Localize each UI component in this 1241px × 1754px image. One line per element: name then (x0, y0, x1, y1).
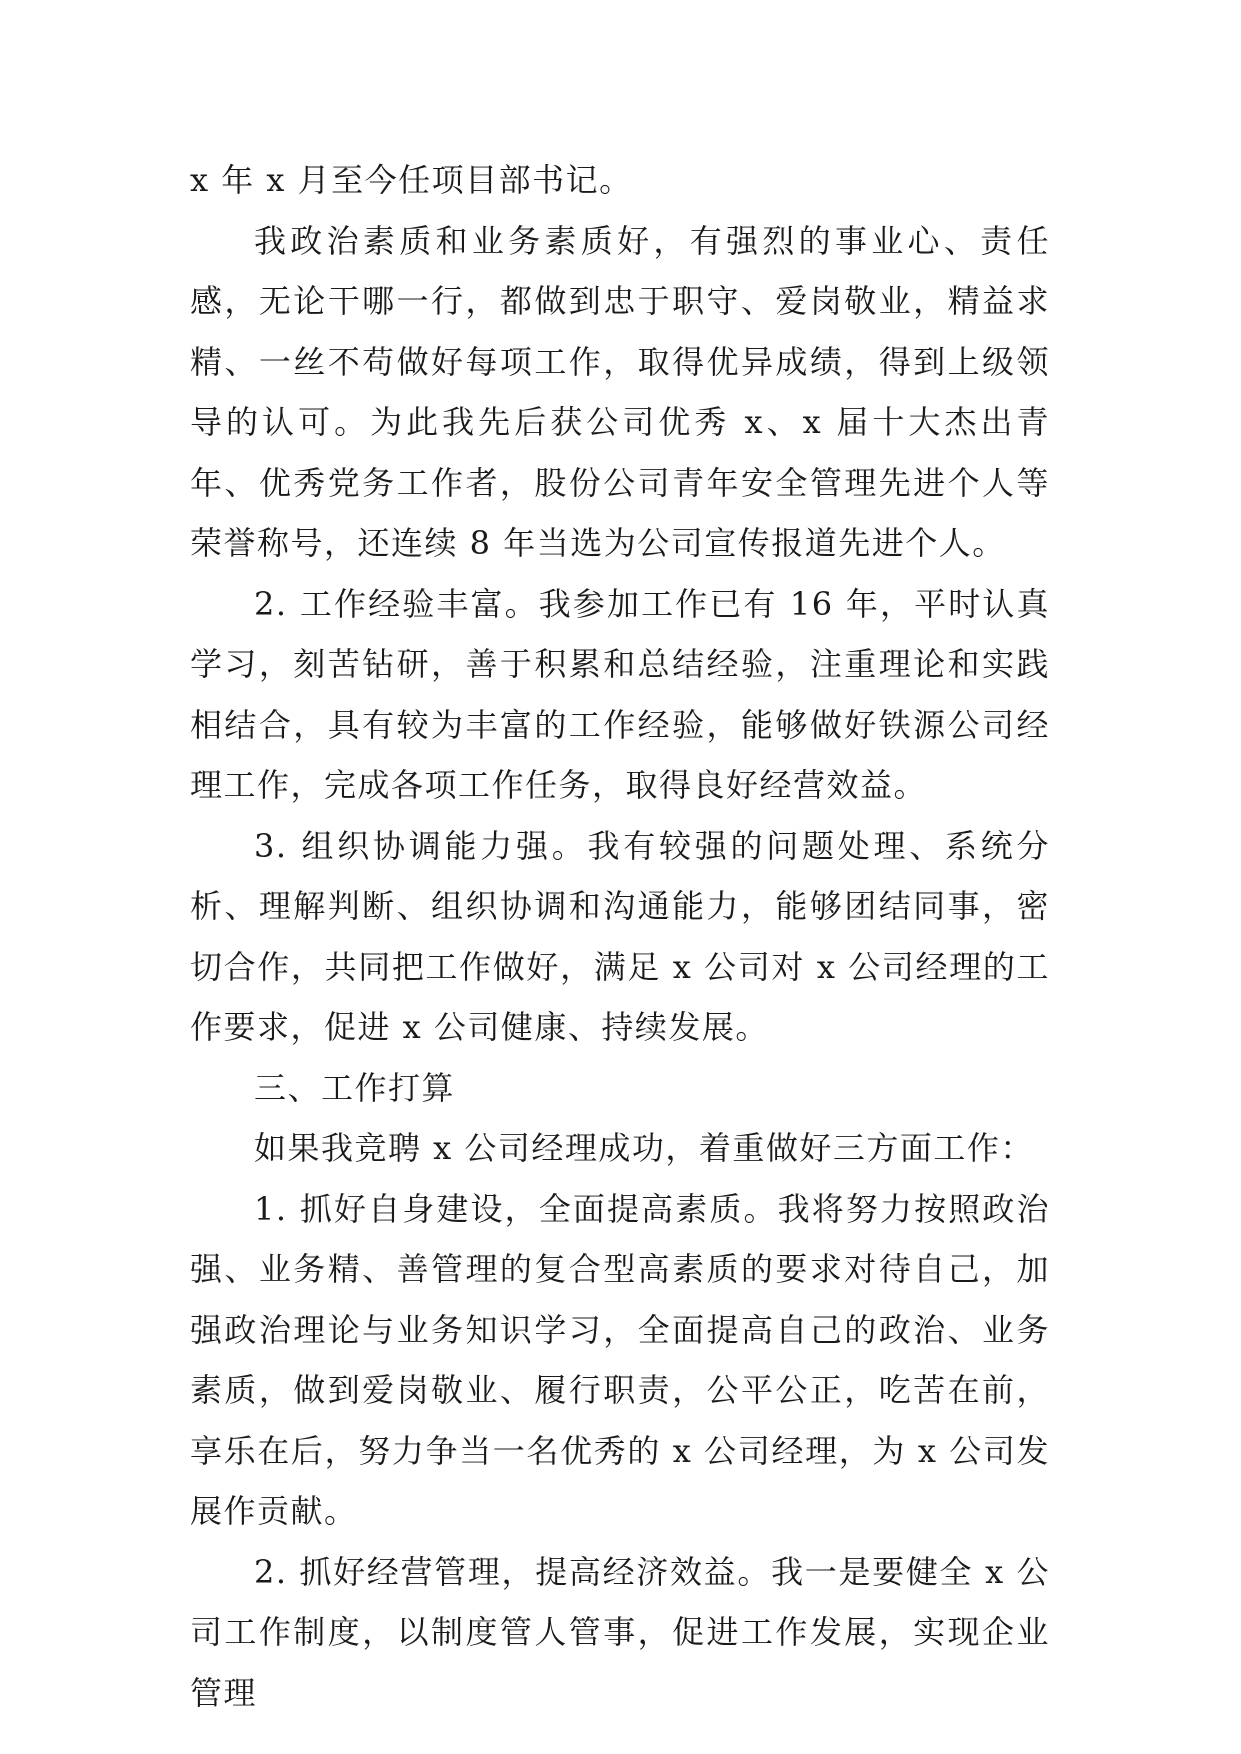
paragraph-coordination: 3. 组织协调能力强。我有较强的问题处理、系统分析、理解判断、组织协调和沟通能力，能够团结同事，密切合作，共同把工作做好，满足 x 公司对 x 公司经理的工作要求，促进 x 公司健康、持续发展。 (190, 826, 1050, 1046)
section-heading-work-plan: 三、工作打算 (254, 1068, 456, 1107)
document-page (190, 150, 1050, 1723)
paragraph-appointment-line: x 年 x 月至今任项目部书记。 (190, 161, 633, 199)
paragraph-self-building: 1. 抓好自身建设，全面提高素质。我将努力按照政治强、业务精、善管理的复合型高素质的要求对待自己，加强政治理论与业务知识学习，全面提高自己的政治、业务素质，做到爱岗敬业、履行职责，公平公正，吃苦在前，享乐在后，努力争当一名优秀的 x 公司经理，为 x 公司发展作贡献。 (190, 1189, 1050, 1530)
paragraph-experience: 2. 工作经验丰富。我参加工作已有 16 年，平时认真学习，刻苦钻研，善于积累和总结经验，注重理论和实践相结合，具有较为丰富的工作经验，能够做好铁源公司经理工作，完成各项工作任务，取得良好经营效益。 (190, 584, 1050, 804)
paragraph-quality: 我政治素质和业务素质好，有强烈的事业心、责任感，无论干哪一行，都做到忠于职守、爱岗敬业，精益求精、一丝不苟做好每项工作，取得优异成绩，得到上级领导的认可。为此我先后获公司优秀 x、x 届十大杰出青年、优秀党务工作者，股份公司青年安全管理先进个人等荣誉称号，还连续 8 年当选为公司宣传报道先进个人。 (190, 221, 1050, 562)
paragraph-plan-intro: 如果我竞聘 x 公司经理成功，着重做好三方面工作： (254, 1129, 1034, 1167)
paragraph-management: 2. 抓好经营管理，提高经济效益。我一是要健全 x 公司工作制度，以制度管人管事，促进工作发展，实现企业管理 (190, 1552, 1050, 1712)
